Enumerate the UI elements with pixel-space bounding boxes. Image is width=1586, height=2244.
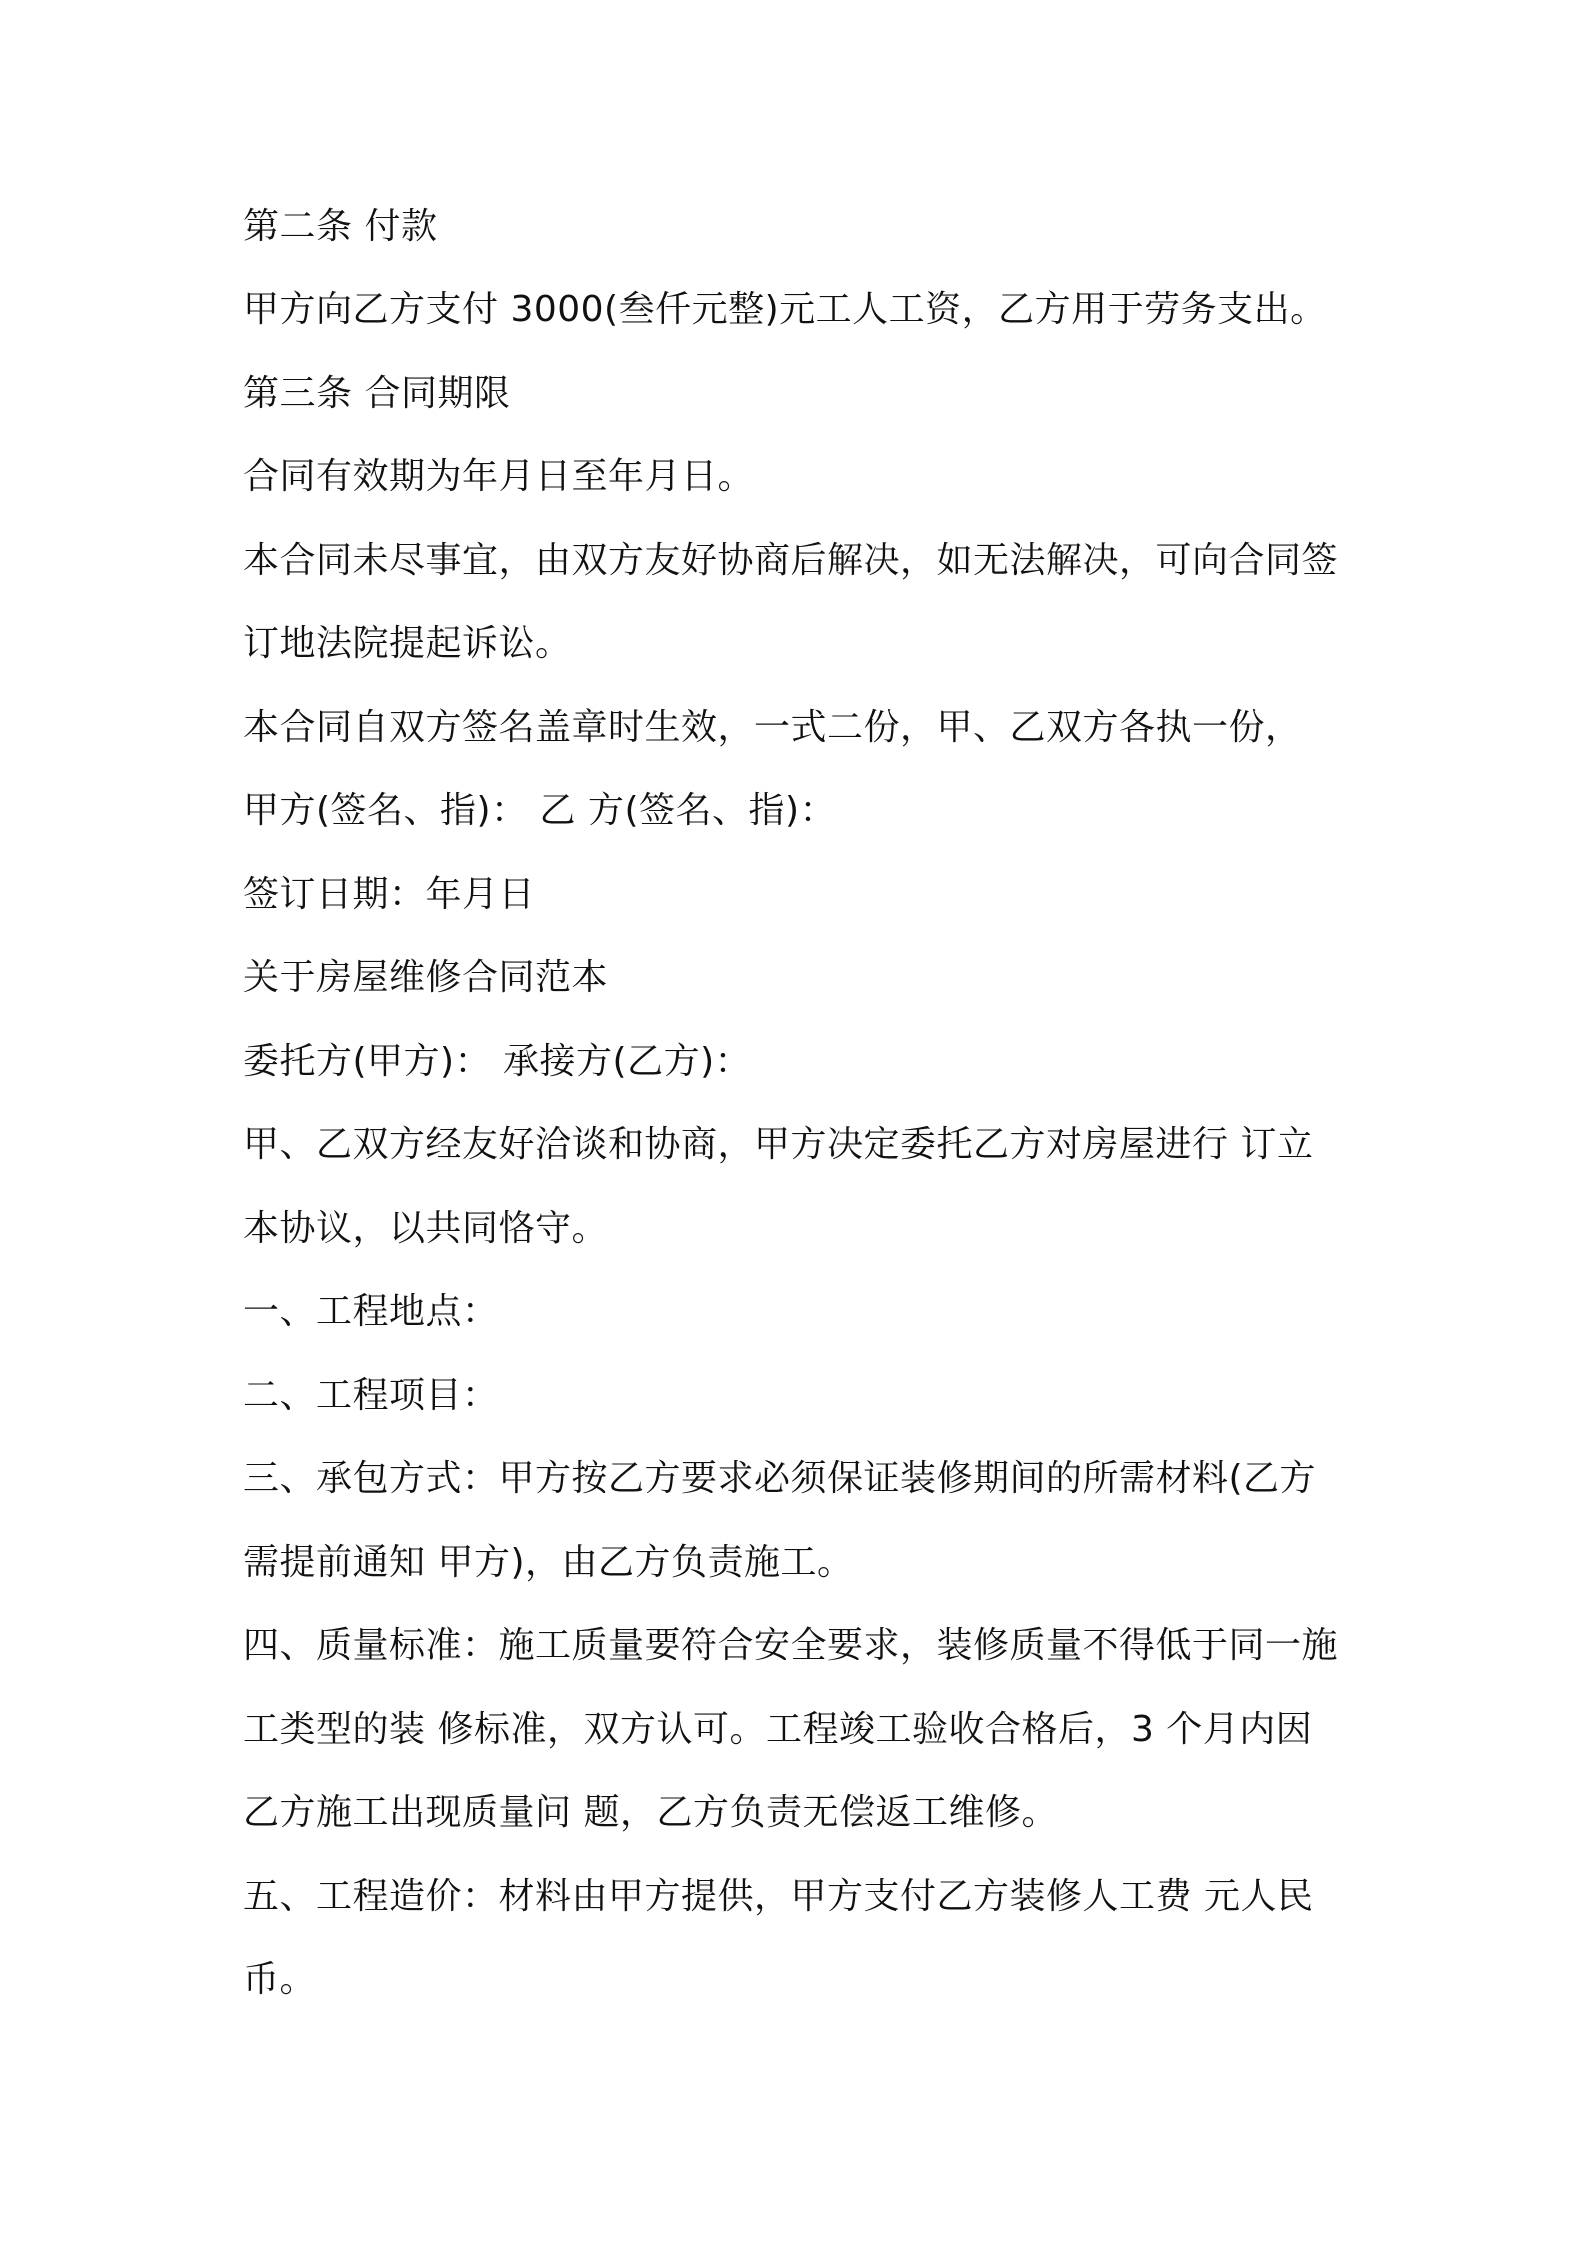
item-cost-line-1: 五、工程造价：材料由甲方提供，甲方支付乙方装修人工费 元人民 — [243, 1876, 1314, 1917]
item-project-scope: 二、工程项目： — [243, 1375, 499, 1416]
dispute-clause-line-2: 订地法院提起诉讼。 — [243, 623, 572, 664]
heading-article-3-term: 第三条 合同期限 — [243, 373, 511, 414]
item-contract-method-line-2: 需提前通知 甲方)，由乙方负责施工。 — [243, 1542, 854, 1583]
payment-clause: 甲方向乙方支付 3000(叁仟元整)元工人工资，乙方用于劳务支出。 — [243, 289, 1327, 330]
signature-line: 甲方(签名、指)： 乙 方(签名、指)： — [243, 790, 837, 831]
item-quality-line-3: 乙方施工出现质量问 题，乙方负责无偿返工维修。 — [243, 1792, 1058, 1833]
preamble-line-1: 甲、乙双方经友好洽谈和协商，甲方决定委托乙方对房屋进行 订立 — [243, 1124, 1314, 1165]
preamble-line-2: 本协议，以共同恪守。 — [243, 1208, 609, 1249]
heading-article-2-payment: 第二条 付款 — [243, 206, 438, 247]
term-clause: 合同有效期为年月日至年月日。 — [243, 456, 755, 497]
item-quality-line-1: 四、质量标准：施工质量要符合安全要求，装修质量不得低于同一施 — [243, 1625, 1339, 1666]
item-cost-line-2: 币。 — [243, 1959, 317, 2000]
item-project-location: 一、工程地点： — [243, 1291, 499, 1332]
item-contract-method-line-1: 三、承包方式：甲方按乙方要求必须保证装修期间的所需材料(乙方 — [243, 1458, 1317, 1499]
sign-date-line: 签订日期：年月日 — [243, 874, 536, 915]
contract-title: 关于房屋维修合同范本 — [243, 957, 609, 998]
parties-line: 委托方(甲方)： 承接方(乙方)： — [243, 1041, 752, 1082]
item-quality-line-2: 工类型的装 修标准，双方认可。工程竣工验收合格后，3 个月内因 — [243, 1709, 1313, 1750]
dispute-clause-line-1: 本合同未尽事宜，由双方友好协商后解决，如无法解决，可向合同签 — [243, 540, 1339, 581]
effect-clause: 本合同自双方签名盖章时生效，一式二份，甲、乙双方各执一份， — [243, 707, 1302, 748]
